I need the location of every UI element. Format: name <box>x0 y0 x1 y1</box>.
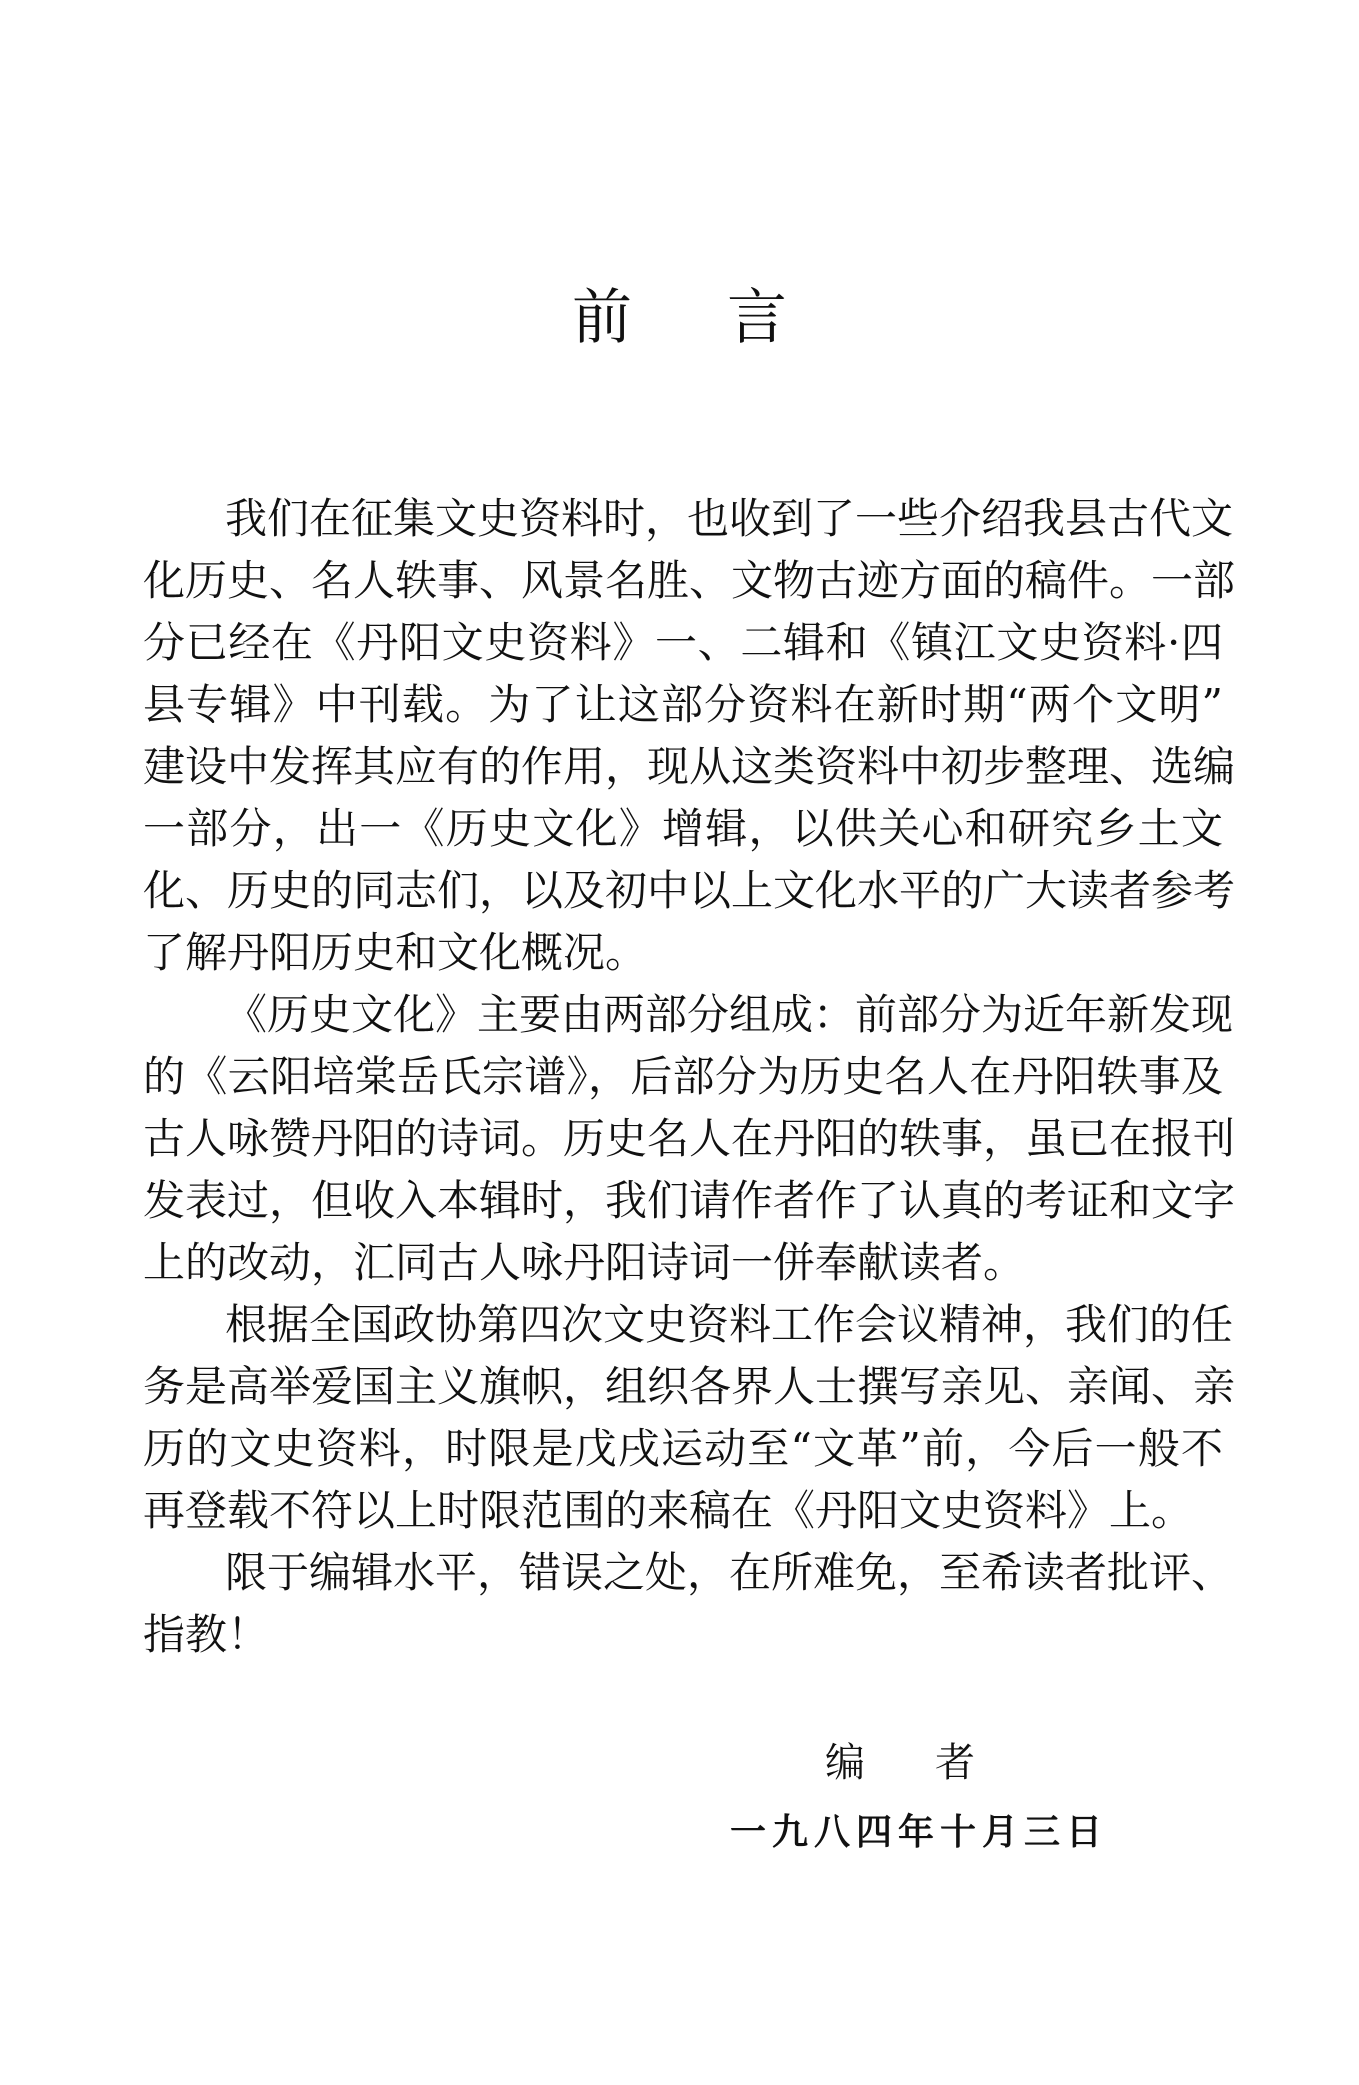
body-line: 务是高举爱国主义旗帜，组织各界人士撰写亲见、亲闻、亲 <box>143 1362 1236 1411</box>
signature: 编者 <box>825 1740 1045 1786</box>
body-line: 的《云阳培棠岳氏宗谱》，后部分为历史名人在丹阳轶事及 <box>143 1052 1223 1101</box>
body-line: 了解丹阳历史和文化概况。 <box>143 928 648 977</box>
body-line: 再登载不符以上时限范围的来稿在《丹阳文史资料》上。 <box>143 1486 1194 1535</box>
body-line: 《历史文化》主要由两部分组成：前部分为近年新发现 <box>225 990 1234 1039</box>
body-line: 分已经在《丹阳文史资料》一、二辑和《镇江文史资料·四 <box>143 618 1223 667</box>
body-line: 发表过，但收入本辑时，我们请作者作了认真的考证和文字 <box>143 1176 1236 1225</box>
body-line: 我们在征集文史资料时，也收到了一些介绍我县古代文 <box>225 494 1234 543</box>
body-line: 指教！ <box>143 1610 270 1659</box>
body-line: 上的改动，汇同古人咏丹阳诗词一併奉献读者。 <box>143 1238 1026 1287</box>
body-line: 根据全国政协第四次文史资料工作会议精神，我们的任 <box>225 1300 1234 1349</box>
body-line: 建设中发挥其应有的作用，现从这类资料中初步整理、选编 <box>143 742 1236 791</box>
body-line: 古人咏赞丹阳的诗词。历史名人在丹阳的轶事，虽已在报刊 <box>143 1114 1236 1163</box>
body-line: 一部分，出一《历史文化》增辑，以供关心和研究乡土文 <box>143 804 1223 853</box>
date: 一九八四年十月三日 <box>730 1811 1109 1853</box>
page-title: 前言 <box>572 283 882 353</box>
body-line: 县专辑》中刊载。为了让这部分资料在新时期“两个文明” <box>143 680 1223 729</box>
body-line: 限于编辑水平，错误之处，在所难免，至希读者批评、 <box>225 1548 1234 1597</box>
body-line: 化历史、名人轶事、风景名胜、文物古迹方面的稿件。一部 <box>143 556 1236 605</box>
body-line: 历的文史资料，时限是戊戌运动至“文革”前，今后一般不 <box>143 1424 1223 1473</box>
body-line: 化、历史的同志们，以及初中以上文化水平的广大读者参考 <box>143 866 1236 915</box>
